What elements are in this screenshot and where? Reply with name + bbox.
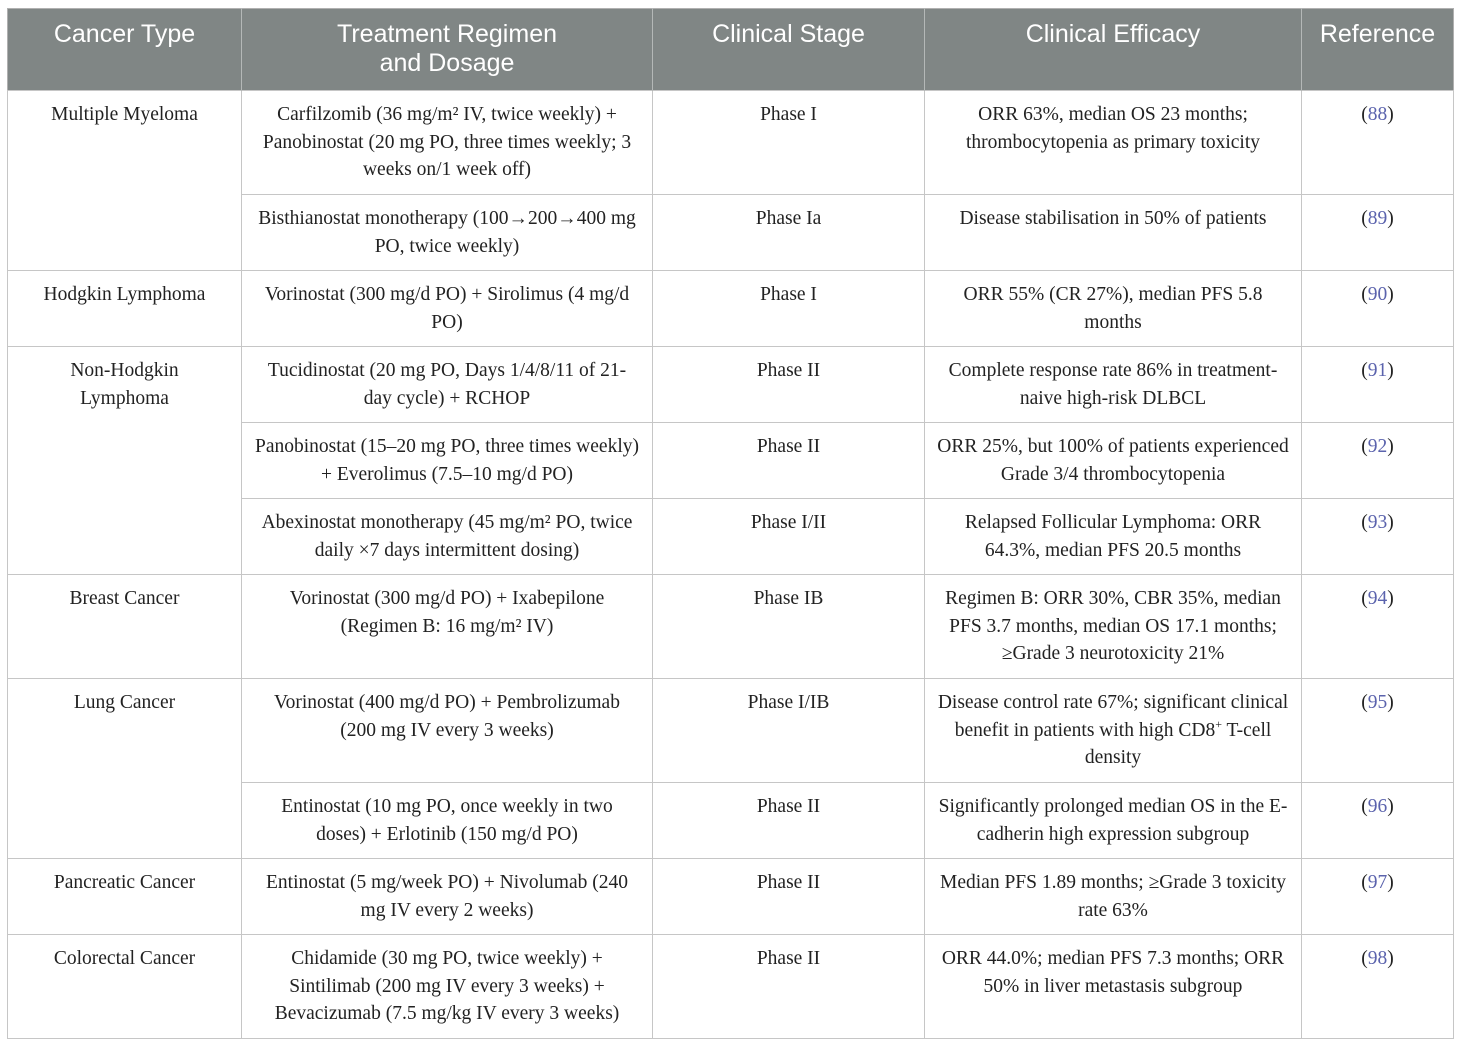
table-row bbox=[8, 575, 1454, 679]
reference-link[interactable]: 93 bbox=[1367, 512, 1388, 533]
reference-link[interactable]: 94 bbox=[1367, 588, 1388, 609]
cell-reference: (91) bbox=[1302, 347, 1454, 423]
cell-cancer-type: Lung Cancer bbox=[8, 679, 242, 859]
clinical-trials-table bbox=[7, 8, 1454, 1039]
cell-efficacy: Regimen B: ORR 30%, CBR 35%, median PFS 3.7 months, median OS 17.1 months; ≥Grade 3 neurotoxicity 21% bbox=[925, 575, 1302, 679]
header-clinical-efficacy: Clinical Efficacy bbox=[925, 9, 1302, 91]
reference-link[interactable]: 92 bbox=[1367, 436, 1388, 457]
cell-regimen: Vorinostat (300 mg/d PO) + Ixabepilone (Regimen B: 16 mg/m² IV) bbox=[242, 575, 653, 679]
cell-efficacy: ORR 55% (CR 27%), median PFS 5.8 months bbox=[925, 271, 1302, 347]
cell-reference: (96) bbox=[1302, 783, 1454, 859]
efficacy-text-tail: T-cell density bbox=[1084, 719, 1272, 768]
cell-cancer-type: Multiple Myeloma bbox=[8, 91, 242, 271]
cell-regimen: Chidamide (30 mg PO, twice weekly) + Sintilimab (200 mg IV every 3 weeks) + Bevacizumab (7.5 mg/kg IV every 3 weeks) bbox=[242, 935, 653, 1039]
cell-regimen: Vorinostat (300 mg/d PO) + Sirolimus (4 mg/d PO) bbox=[242, 271, 653, 347]
header-cancer-type: Cancer Type bbox=[8, 9, 242, 91]
cell-cancer-type: Hodgkin Lymphoma bbox=[8, 271, 242, 347]
cell-cancer-type: Colorectal Cancer bbox=[8, 935, 242, 1039]
cell-efficacy: ORR 63%, median OS 23 months; thrombocytopenia as primary toxicity bbox=[925, 91, 1302, 195]
cell-reference: (90) bbox=[1302, 271, 1454, 347]
cell-efficacy: Relapsed Follicular Lymphoma: ORR 64.3%, median PFS 20.5 months bbox=[925, 499, 1302, 575]
cell-regimen: Abexinostat monotherapy (45 mg/m² PO, twice daily ×7 days intermittent dosing) bbox=[242, 499, 653, 575]
cell-efficacy: ORR 44.0%; median PFS 7.3 months; ORR 50% in liver metastasis subgroup bbox=[925, 935, 1302, 1039]
reference-link[interactable]: 88 bbox=[1367, 104, 1388, 125]
cell-cancer-type: Pancreatic Cancer bbox=[8, 859, 242, 935]
table-row bbox=[8, 859, 1454, 935]
cell-stage: Phase II bbox=[653, 423, 925, 499]
cell-reference: (92) bbox=[1302, 423, 1454, 499]
cell-efficacy: Complete response rate 86% in treatment-naive high-risk DLBCL bbox=[925, 347, 1302, 423]
header-regimen-line-2: and Dosage bbox=[379, 49, 515, 77]
cell-efficacy: Median PFS 1.89 months; ≥Grade 3 toxicity rate 63% bbox=[925, 859, 1302, 935]
header-clinical-stage: Clinical Stage bbox=[653, 9, 925, 91]
cell-reference: (89) bbox=[1302, 195, 1454, 271]
table-row bbox=[8, 935, 1454, 1039]
cell-reference: (93) bbox=[1302, 499, 1454, 575]
cell-efficacy: ORR 25%, but 100% of patients experienced Grade 3/4 thrombocytopenia bbox=[925, 423, 1302, 499]
cell-cancer-type: Breast Cancer bbox=[8, 575, 242, 679]
reference-link[interactable]: 98 bbox=[1367, 948, 1388, 969]
header-regimen-line-1: Treatment Regimen bbox=[337, 20, 557, 48]
cell-regimen: Carfilzomib (36 mg/m² IV, twice weekly) + Panobinostat (20 mg PO, three times weekly; 3 weeks on/1 week off) bbox=[242, 91, 653, 195]
reference-link[interactable]: 95 bbox=[1367, 692, 1388, 713]
cell-stage: Phase I/IB bbox=[653, 679, 925, 783]
reference-link[interactable]: 91 bbox=[1367, 360, 1388, 381]
cell-regimen: Bisthianostat monotherapy (100→200→400 mg PO, twice weekly) bbox=[242, 195, 653, 271]
reference-link[interactable]: 97 bbox=[1367, 872, 1388, 893]
reference-link[interactable]: 96 bbox=[1367, 796, 1388, 817]
table-row bbox=[8, 679, 1454, 783]
table-row bbox=[8, 271, 1454, 347]
cell-reference: (97) bbox=[1302, 859, 1454, 935]
cell-reference: (98) bbox=[1302, 935, 1454, 1039]
table-container bbox=[7, 8, 1453, 1039]
cell-stage: Phase I/II bbox=[653, 499, 925, 575]
reference-link[interactable]: 90 bbox=[1367, 284, 1388, 305]
header-treatment-regimen bbox=[242, 9, 653, 91]
cell-stage: Phase II bbox=[653, 347, 925, 423]
cell-stage: Phase II bbox=[653, 783, 925, 859]
cell-regimen: Vorinostat (400 mg/d PO) + Pembrolizumab (200 mg IV every 3 weeks) bbox=[242, 679, 653, 783]
cell-cancer-type: Non-Hodgkin Lymphoma bbox=[8, 347, 242, 575]
cell-regimen: Panobinostat (15–20 mg PO, three times weekly) + Everolimus (7.5–10 mg/d PO) bbox=[242, 423, 653, 499]
table-body bbox=[8, 91, 1454, 1039]
header-row bbox=[8, 9, 1454, 91]
header-reference: Reference bbox=[1302, 9, 1454, 91]
superscript-plus: + bbox=[1215, 716, 1222, 731]
table-header bbox=[8, 9, 1454, 91]
efficacy-text: Disease control rate 67%; significant clinical benefit in patients with high CD8 bbox=[937, 692, 1289, 741]
cell-reference: (95) bbox=[1302, 679, 1454, 783]
cell-reference: (88) bbox=[1302, 91, 1454, 195]
reference-link[interactable]: 89 bbox=[1367, 208, 1388, 229]
cell-reference: (94) bbox=[1302, 575, 1454, 679]
cell-regimen: Entinostat (10 mg PO, once weekly in two doses) + Erlotinib (150 mg/d PO) bbox=[242, 783, 653, 859]
table-row bbox=[8, 347, 1454, 423]
cell-stage: Phase I bbox=[653, 91, 925, 195]
cell-stage: Phase Ia bbox=[653, 195, 925, 271]
table-row bbox=[8, 91, 1454, 195]
cell-stage: Phase II bbox=[653, 859, 925, 935]
cell-regimen: Tucidinostat (20 mg PO, Days 1/4/8/11 of 21-day cycle) + RCHOP bbox=[242, 347, 653, 423]
cell-regimen: Entinostat (5 mg/week PO) + Nivolumab (240 mg IV every 2 weeks) bbox=[242, 859, 653, 935]
cell-stage: Phase I bbox=[653, 271, 925, 347]
cell-efficacy bbox=[925, 679, 1302, 783]
cell-efficacy: Disease stabilisation in 50% of patients bbox=[925, 195, 1302, 271]
cell-stage: Phase IB bbox=[653, 575, 925, 679]
cell-efficacy: Significantly prolonged median OS in the E-cadherin high expression subgroup bbox=[925, 783, 1302, 859]
cell-stage: Phase II bbox=[653, 935, 925, 1039]
